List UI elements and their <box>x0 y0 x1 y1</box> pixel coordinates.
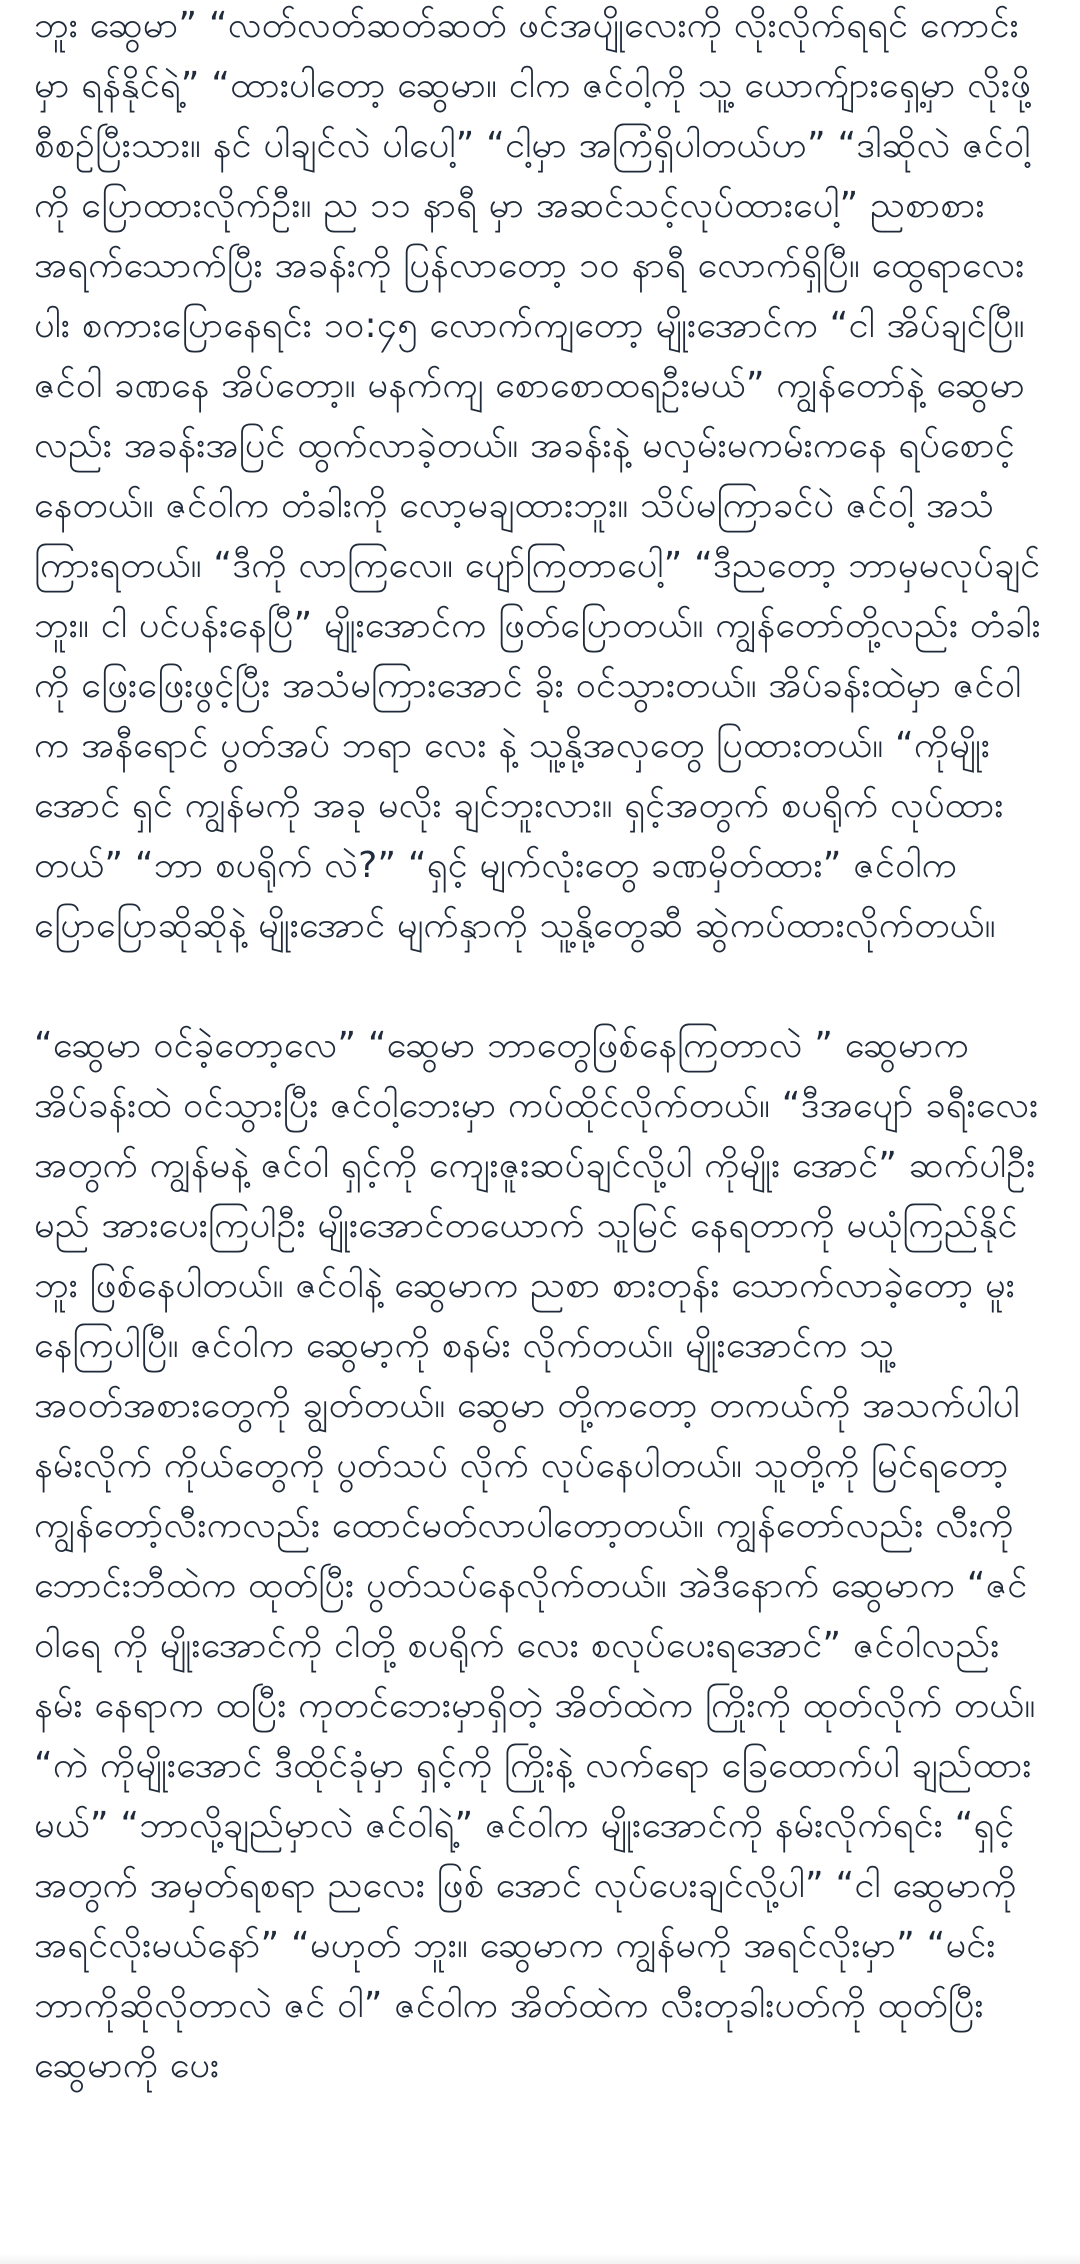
story-paragraph-1: ဘူး ဆွေမာ” “လတ်လတ်ဆတ်ဆတ် ဖင်အပျိုလေးကို လိုးလိုက်ရရင် ကောင်းမှာ ရန်နိုင်ရဲ့” “ထားပါတော့ ဆွေမာ။ ငါက ဇင်ဝါ့ကို သူ့ ယောက်ျားရှေ့မှာ လိုးဖို့ စီစဉ်ပြီးသား။ နင် ပါချင်လဲ ပါပေါ့” “ငါ့မှာ အကြံရှိပါတယ်ဟ” “ဒါဆိုလဲ ဇင်ဝါ့ကို ပြောထားလိုက်ဦး။ ည ၁၁ နာရီ မှာ အဆင်သင့်လုပ်ထားပေါ့” ညစာစား အရက်သောက်ပြီး အခန်းကို ပြန်လာတော့ ၁၀ နာရီ လောက်ရှိပြီ။ ထွေရာလေးပါး စကားပြောနေရင်း ၁၀:၄၅ လောက်ကျတော့ မျိုးအောင်က “ငါ အိပ်ချင်ပြီ။ ဇင်ဝါ ခဏနေ အိပ်တော့။ မနက်ကျ စောစောထရဦးမယ်” ကျွန်တော်နဲ့ ဆွေမာလည်း အခန်းအပြင် ထွက်လာခဲ့တယ်။ အခန်းနဲ့ မလှမ်းမကမ်းကနေ ရပ်စောင့် နေတယ်။ ဇင်ဝါက တံခါးကို လော့မချထားဘူး။ သိပ်မကြာခင်ပဲ ဇင်ဝါ့ အသံကြားရတယ်။ “ဒီကို လာကြလေ။ ပျော်ကြတာပေါ့” “ဒီညတော့ ဘာမှမလုပ်ချင်ဘူး။ ငါ ပင်ပန်းနေပြီ” မျိုးအောင်က ဖြတ်ပြောတယ်။ ကျွန်တော်တို့လည်း တံခါးကို ဖြေးဖြေးဖွင့်ပြီး အသံမကြားအောင် ခိုး ဝင်သွားတယ်။ အိပ်ခန်းထဲမှာ ဇင်ဝါက အနီရောင် ပွတ်အပ် ဘရာ လေး နဲ့ သူ့နို့အလှတွေ ပြထားတယ်။ “ကိုမျိုးအောင် ရှင် ကျွန်မကို အခု မလိုး ချင်ဘူးလား။ ရှင့်အတွက် စပရိုက် လုပ်ထားတယ်” “ဘာ စပရိုက် လဲ?” “ရှင့် မျက်လုံးတွေ ခဏမှိတ်ထား” ဇင်ဝါက ပြောပြောဆိုဆိုနဲ့ မျိုးအောင် မျက်နှာကို သူ့နို့တွေဆီ ဆွဲကပ်ထားလိုက်တယ်။ <box>34 5 1041 946</box>
story-paragraph-2: “ဆွေမာ ဝင်ခဲ့တော့လေ” “ဆွေမာ ဘာတွေဖြစ်နေကြတာလဲ ” ဆွေမာက အိပ်ခန်းထဲ ဝင်သွားပြီး ဇင်ဝါ့ဘေးမှာ ကပ်ထိုင်လိုက်တယ်။ “ဒီအပျော် ခရီးလေးအတွက် ကျွန်မနဲ့ ဇင်ဝါ ရှင့်ကို ကျေးဇူးဆပ်ချင်လို့ပါ ကိုမျိုး အောင်” ဆက်ပါဦးမည် အားပေးကြပါဦး မျိုးအောင်တယောက် သူမြင် နေရတာကို မယုံကြည်နိုင်ဘူး ဖြစ်နေပါတယ်။ ဇင်ဝါနဲ့ ဆွေမာက ညစာ စားတုန်း သောက်လာခဲ့တော့ မူးနေကြပါပြီ။ ဇင်ဝါက ဆွေမာ့ကို စနမ်း လိုက်တယ်။ မျိုးအောင်က သူ့အဝတ်အစားတွေကို ချွတ်တယ်။ ဆွေမာ တို့ကတော့ တကယ်ကို အသက်ပါပါနမ်းလိုက် ကိုယ်တွေကို ပွတ်သပ် လိုက် လုပ်နေပါတယ်။ သူတို့ကို မြင်ရတော့ ကျွန်တော့်လီးကလည်း ထောင်မတ်လာပါတော့တယ်။ ကျွန်တော်လည်း လီးကို ဘောင်းဘီထဲက ထုတ်ပြီး ပွတ်သပ်နေလိုက်တယ်။ အဲဒီနောက် ဆွေမာက “ဇင်ဝါရေ ကို မျိုးအောင်ကို ငါတို့ စပရိုက် လေး စလုပ်ပေးရအောင်” ဇင်ဝါလည်း နမ်း နေရာက ထပြီး ကုတင်ဘေးမှာရှိတဲ့ အိတ်ထဲက ကြိုးကို ထုတ်လိုက် တယ်။ “ကဲ ကိုမျိုးအောင် ဒီထိုင်ခုံမှာ ရှင့်ကို ကြိုးနဲ့ လက်ရော ခြေထောက်ပါ ချည်ထားမယ်” “ဘာလို့ချည်မှာလဲ ဇင်ဝါရဲ့” ဇင်ဝါက မျိုးအောင်ကို နမ်းလိုက်ရင်း “ရှင့်အတွက် အမှတ်ရစရာ ညလေး ဖြစ် အောင် လုပ်ပေးချင်လို့ပါ” “ငါ ဆွေမာကို အရင်လိုးမယ်နော်” “မဟုတ် ဘူး။ ဆွေမာက ကျွန်မကို အရင်လိုးမှာ” “မင်း ဘာကိုဆိုလိုတာလဲ ဇင် ဝါ” ဇင်ဝါက အိတ်ထဲက လီးတုခါးပတ်ကို ထုတ်ပြီး ဆွေမာကို ပေး <box>34 1025 1039 2086</box>
bottom-edge <box>0 2254 1080 2264</box>
